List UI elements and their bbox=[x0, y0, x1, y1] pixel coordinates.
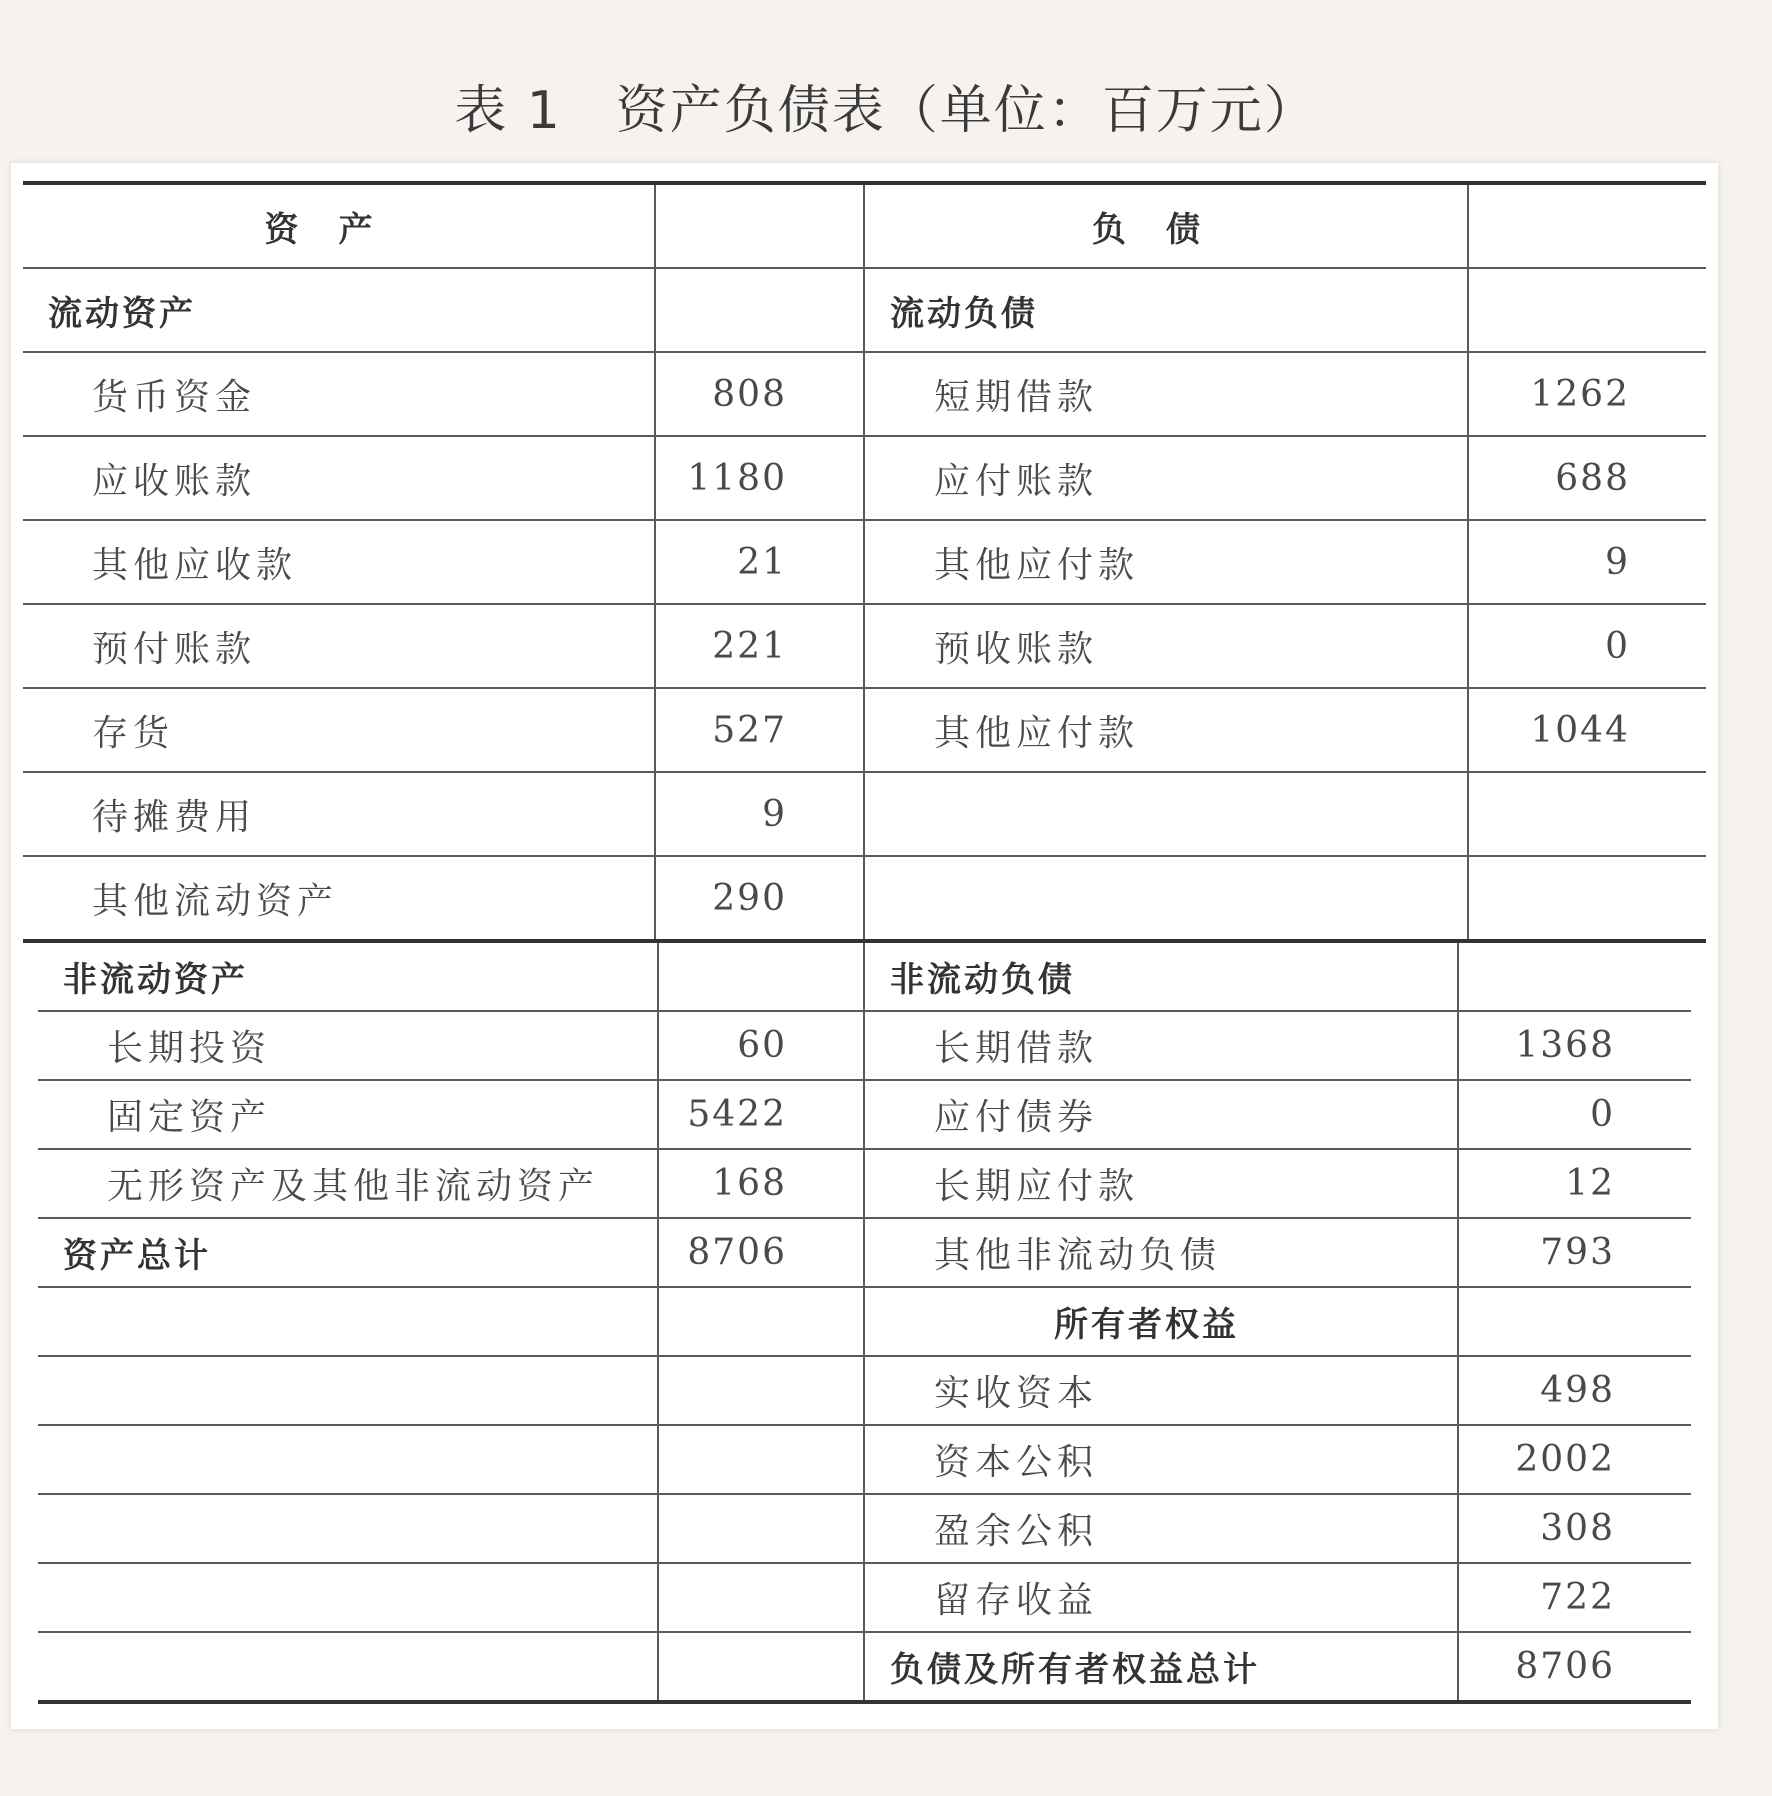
asset-label: 其他应收款 bbox=[23, 520, 655, 604]
asset-value bbox=[658, 1563, 864, 1632]
liability-label: 其他应付款 bbox=[864, 688, 1468, 772]
table-row bbox=[38, 1494, 1691, 1563]
header-row bbox=[23, 183, 1706, 268]
liability-label: 留存收益 bbox=[864, 1563, 1458, 1632]
liability-value: 722 bbox=[1458, 1563, 1691, 1632]
liability-label: 实收资本 bbox=[864, 1356, 1458, 1425]
table-row bbox=[23, 604, 1706, 688]
liability-label: 长期借款 bbox=[864, 1011, 1458, 1080]
liability-value: 498 bbox=[1458, 1356, 1691, 1425]
table-row bbox=[23, 688, 1706, 772]
asset-value bbox=[658, 943, 864, 1011]
liability-label: 应付账款 bbox=[864, 436, 1468, 520]
asset-label bbox=[38, 1287, 658, 1356]
liability-label: 其他非流动负债 bbox=[864, 1218, 1458, 1287]
asset-label: 预付账款 bbox=[23, 604, 655, 688]
asset-value: 21 bbox=[655, 520, 864, 604]
liability-value: 8706 bbox=[1458, 1632, 1691, 1702]
asset-value: 1180 bbox=[655, 436, 864, 520]
liability-label: 所有者权益 bbox=[864, 1287, 1458, 1356]
asset-label: 应收账款 bbox=[23, 436, 655, 520]
asset-value bbox=[658, 1494, 864, 1563]
liability-label bbox=[864, 772, 1468, 856]
asset-value bbox=[658, 1425, 864, 1494]
balance-sheet-current-table bbox=[23, 181, 1706, 943]
asset-label: 固定资产 bbox=[38, 1080, 658, 1149]
liability-value: 1262 bbox=[1468, 352, 1706, 436]
table-row bbox=[38, 1011, 1691, 1080]
asset-value: 60 bbox=[658, 1011, 864, 1080]
asset-label: 存货 bbox=[23, 688, 655, 772]
liability-value: 0 bbox=[1468, 604, 1706, 688]
asset-label bbox=[38, 1425, 658, 1494]
liability-label: 非流动负债 bbox=[864, 943, 1458, 1011]
liability-value: 9 bbox=[1468, 520, 1706, 604]
liability-value bbox=[1468, 268, 1706, 352]
asset-value: 808 bbox=[655, 352, 864, 436]
asset-value: 8706 bbox=[658, 1218, 864, 1287]
table-row bbox=[38, 1218, 1691, 1287]
table-row bbox=[23, 352, 1706, 436]
table-row bbox=[38, 1287, 1691, 1356]
asset-label: 流动资产 bbox=[23, 268, 655, 352]
table-row bbox=[23, 436, 1706, 520]
liability-value: 12 bbox=[1458, 1149, 1691, 1218]
asset-value bbox=[655, 268, 864, 352]
balance-sheet-noncurrent-table bbox=[38, 943, 1691, 1704]
asset-value bbox=[658, 1356, 864, 1425]
liability-label: 资本公积 bbox=[864, 1425, 1458, 1494]
liability-value: 2002 bbox=[1458, 1425, 1691, 1494]
liability-value: 308 bbox=[1458, 1494, 1691, 1563]
assets-value-header bbox=[655, 183, 864, 268]
asset-label: 长期投资 bbox=[38, 1011, 658, 1080]
liability-label: 应付债券 bbox=[864, 1080, 1458, 1149]
liability-label: 流动负债 bbox=[864, 268, 1468, 352]
liability-label bbox=[864, 856, 1468, 941]
asset-label bbox=[38, 1494, 658, 1563]
asset-value: 290 bbox=[655, 856, 864, 941]
liability-label: 负债及所有者权益总计 bbox=[864, 1632, 1458, 1702]
liability-value: 1368 bbox=[1458, 1011, 1691, 1080]
asset-value: 9 bbox=[655, 772, 864, 856]
table-row bbox=[23, 856, 1706, 941]
liability-value bbox=[1458, 1287, 1691, 1356]
table-title: 表 1 资产负债表（单位：百万元） bbox=[454, 81, 1318, 141]
liability-label: 其他应付款 bbox=[864, 520, 1468, 604]
asset-label bbox=[38, 1356, 658, 1425]
table-row bbox=[38, 1149, 1691, 1218]
liabilities-value-header bbox=[1468, 183, 1706, 268]
liabilities-header: 负债 bbox=[864, 183, 1468, 268]
asset-value: 5422 bbox=[658, 1080, 864, 1149]
liability-value: 793 bbox=[1458, 1218, 1691, 1287]
table-row bbox=[38, 1356, 1691, 1425]
asset-value bbox=[658, 1632, 864, 1702]
asset-label bbox=[38, 1632, 658, 1702]
liability-label: 预收账款 bbox=[864, 604, 1468, 688]
asset-label bbox=[38, 1563, 658, 1632]
table-row bbox=[23, 268, 1706, 352]
table-row bbox=[38, 1632, 1691, 1702]
table-row bbox=[38, 1563, 1691, 1632]
liability-value bbox=[1468, 772, 1706, 856]
table-row bbox=[23, 520, 1706, 604]
liability-label: 长期应付款 bbox=[864, 1149, 1458, 1218]
liability-value: 688 bbox=[1468, 436, 1706, 520]
asset-label: 其他流动资产 bbox=[23, 856, 655, 941]
asset-label: 资产总计 bbox=[38, 1218, 658, 1287]
assets-header: 资产 bbox=[23, 183, 655, 268]
asset-value: 527 bbox=[655, 688, 864, 772]
asset-label: 待摊费用 bbox=[23, 772, 655, 856]
asset-value: 221 bbox=[655, 604, 864, 688]
liability-value bbox=[1468, 856, 1706, 941]
liability-value: 1044 bbox=[1468, 688, 1706, 772]
asset-value: 168 bbox=[658, 1149, 864, 1218]
liability-label: 短期借款 bbox=[864, 352, 1468, 436]
liability-label: 盈余公积 bbox=[864, 1494, 1458, 1563]
liability-value bbox=[1458, 943, 1691, 1011]
asset-label: 货币资金 bbox=[23, 352, 655, 436]
liability-value: 0 bbox=[1458, 1080, 1691, 1149]
asset-label: 无形资产及其他非流动资产 bbox=[38, 1149, 658, 1218]
table-row bbox=[38, 943, 1691, 1011]
table-row bbox=[38, 1080, 1691, 1149]
asset-label: 非流动资产 bbox=[38, 943, 658, 1011]
table-row bbox=[23, 772, 1706, 856]
table-row bbox=[38, 1425, 1691, 1494]
asset-value bbox=[658, 1287, 864, 1356]
